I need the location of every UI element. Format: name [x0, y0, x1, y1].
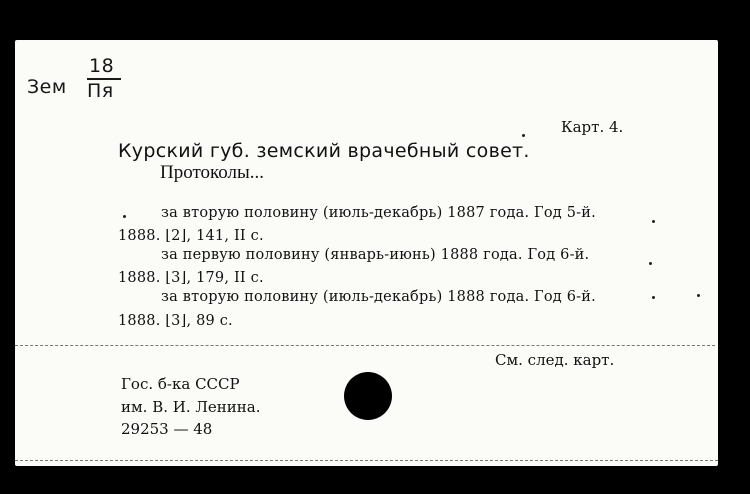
- entry-1-line-1: за вторую половину (июль-декабрь) 1887 года. Год 5-й.: [161, 205, 596, 221]
- entry-2-line-2: 1888. ⌊3⌋, 179, II с.: [118, 270, 264, 286]
- punch-hole: [344, 372, 392, 420]
- card-title: Курский губ. земский врачебный совет.: [118, 140, 530, 162]
- speck: [649, 262, 652, 265]
- speck: [522, 134, 525, 137]
- handwritten-denominator: Пя: [87, 80, 114, 102]
- bottom-edge-line: [15, 460, 718, 461]
- entry-3-line-1: за вторую половину (июль-декабрь) 1888 года. Год 6-й.: [161, 289, 596, 305]
- library-line-2: им. В. И. Ленина.: [121, 398, 261, 416]
- speck: [652, 220, 655, 223]
- divider-line: [15, 345, 715, 346]
- speck: [652, 296, 655, 299]
- library-line-1: Гос. б-ка СССР: [121, 375, 240, 393]
- library-line-3: 29253 — 48: [121, 420, 213, 438]
- handwritten-prefix: Зем: [27, 76, 67, 98]
- card-subtitle: Протоколы...: [160, 162, 265, 183]
- entry-3-line-2: 1888. ⌊3⌋, 89 с.: [118, 313, 233, 329]
- catalog-card: [15, 40, 718, 466]
- see-next-card: См. след. карт.: [495, 351, 615, 369]
- handwritten-numerator: 18: [89, 55, 115, 77]
- entry-1-line-2: 1888. ⌊2⌋, 141, II с.: [118, 228, 264, 244]
- entry-2-line-1: за первую половину (январь-июнь) 1888 года. Год 6-й.: [161, 247, 590, 263]
- speck: [697, 294, 700, 297]
- speck: [123, 215, 126, 218]
- card-number: Карт. 4.: [561, 118, 624, 136]
